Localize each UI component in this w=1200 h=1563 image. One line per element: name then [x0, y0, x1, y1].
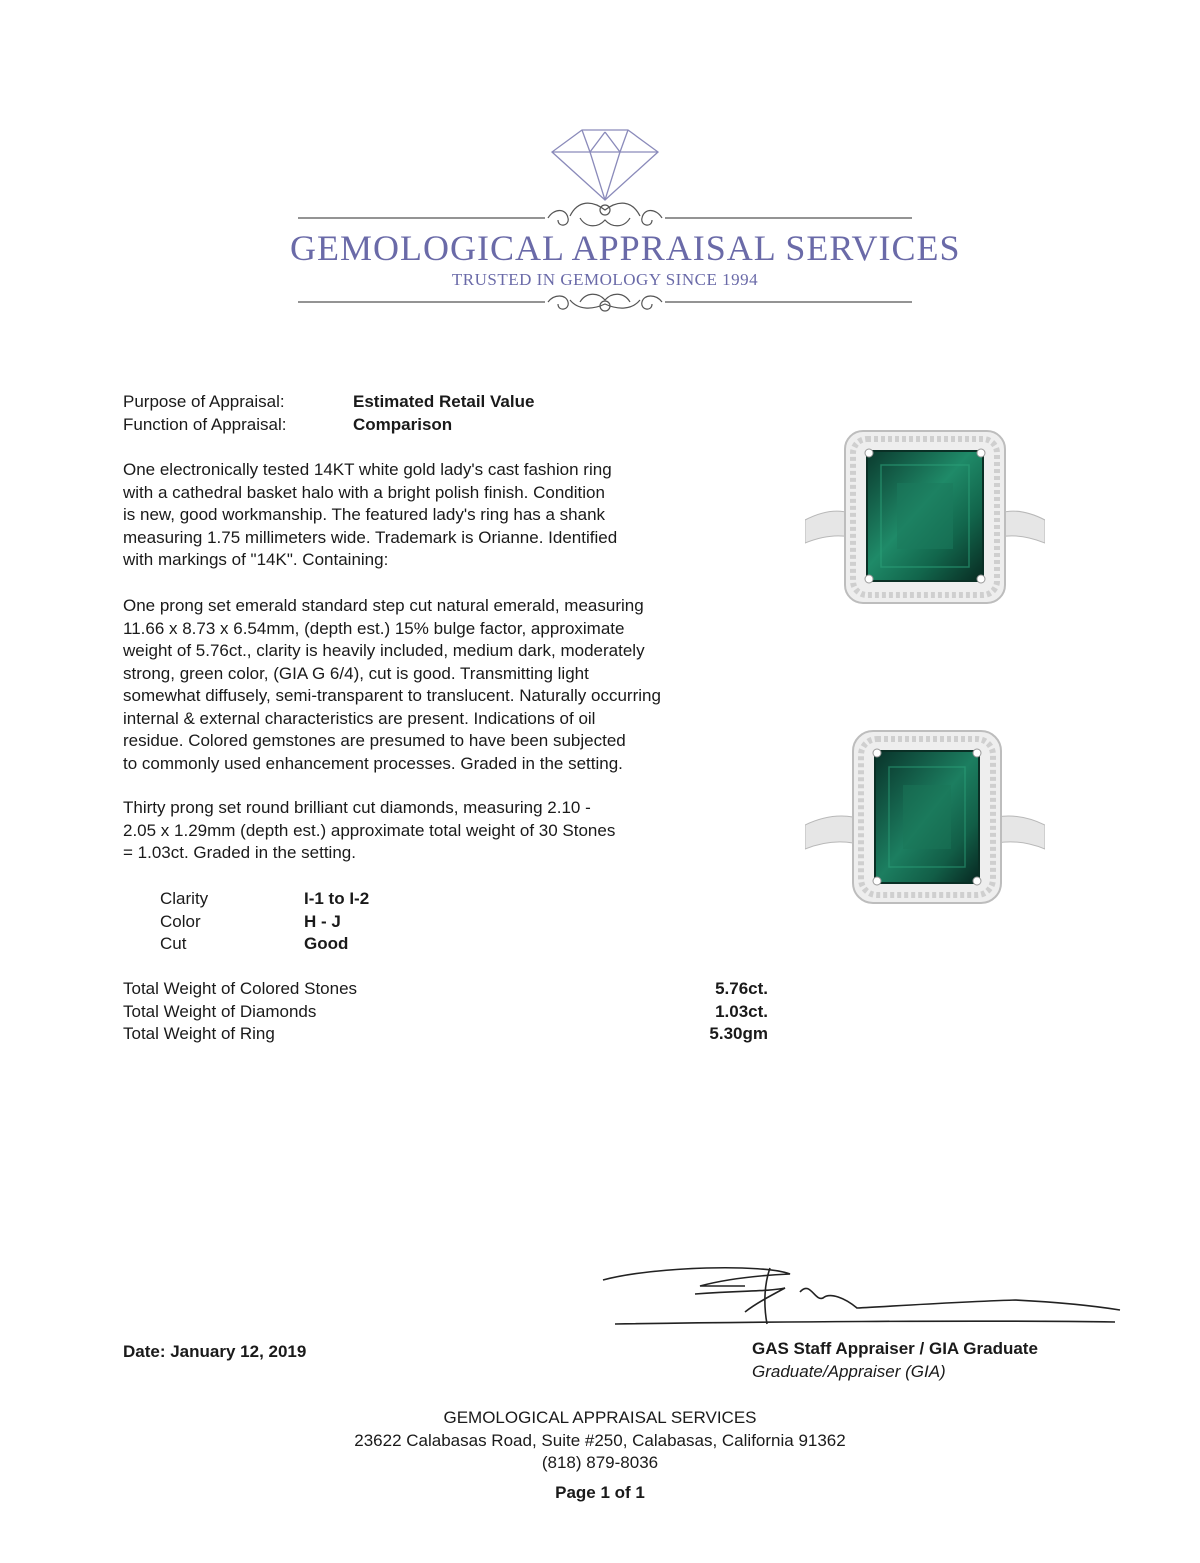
- footer-phone: (818) 879-8036: [541, 1453, 659, 1472]
- footer-address: 23622 Calabasas Road, Suite #250, Calabasas, California 91362: [354, 1431, 846, 1450]
- description-line: = 1.03ct. Graded in the setting.: [123, 843, 356, 862]
- brand-tagline: TRUSTED IN GEMOLOGY SINCE 1994: [451, 270, 759, 289]
- ring-description: [123, 459, 763, 572]
- purpose-value: Estimated Retail Value: [353, 392, 535, 411]
- function-value: Comparison: [353, 415, 453, 434]
- grade-value-clarity: I-1 to I-2: [304, 889, 370, 908]
- purpose-label: Purpose of Appraisal:: [123, 392, 285, 411]
- grade-value-cut: Good: [304, 934, 349, 953]
- diamond-icon: [552, 130, 658, 200]
- total-value-diamonds: 1.03ct.: [715, 1002, 768, 1021]
- total-label-diamonds: Total Weight of Diamonds: [123, 1002, 317, 1021]
- appraisal-date: Date: January 12, 2019: [123, 1342, 307, 1361]
- grade-label-clarity: Clarity: [160, 889, 209, 908]
- description-line: One prong set emerald standard step cut natural emerald, measuring: [123, 596, 644, 615]
- total-value-colored-stones: 5.76ct.: [715, 979, 768, 998]
- emerald-description: [123, 595, 763, 775]
- appraiser-subtitle: Graduate/Appraiser (GIA): [752, 1362, 946, 1381]
- footer-company: GEMOLOGICAL APPRAISAL SERVICES: [443, 1408, 757, 1427]
- description-line: residue. Colored gemstones are presumed to have been subjected: [123, 731, 626, 750]
- ring-photo-bottom: [805, 725, 1045, 910]
- grade-value-color: H - J: [304, 912, 341, 931]
- description-line: with markings of "14K". Containing:: [123, 550, 389, 569]
- description-line: Thirty prong set round brilliant cut diamonds, measuring 2.10 -: [123, 798, 591, 817]
- description-line: One electronically tested 14KT white gold lady's cast fashion ring: [123, 460, 612, 479]
- description-line: somewhat diffusely, semi-transparent to translucent. Naturally occurring: [123, 686, 661, 705]
- description-line: internal & external characteristics are present. Indications of oil: [123, 708, 596, 728]
- total-label-ring: Total Weight of Ring: [123, 1024, 275, 1043]
- function-label: Function of Appraisal:: [123, 415, 287, 434]
- description-line: 11.66 x 8.73 x 6.54mm, (depth est.) 15% bulge factor, approximate: [123, 618, 625, 638]
- top-ornament-divider: [298, 203, 912, 226]
- brand-logo: [290, 120, 961, 320]
- description-line: measuring 1.75 millimeters wide. Trademark is Orianne. Identified: [123, 527, 618, 547]
- description-line: to commonly used enhancement processes. Graded in the setting.: [123, 753, 623, 773]
- description-line: with a cathedral basket halo with a bright polish finish. Condition: [123, 482, 605, 502]
- description-line: weight of 5.76ct., clarity is heavily included, medium dark, moderately: [123, 641, 645, 660]
- appraiser-title: GAS Staff Appraiser / GIA Graduate: [752, 1339, 1038, 1358]
- diamond-description: [123, 797, 763, 865]
- description-line: strong, green color, (GIA G 6/4), cut is good. Transmitting light: [123, 663, 589, 683]
- description-line: is new, good workmanship. The featured lady's ring has a shank: [123, 505, 606, 524]
- total-label-colored-stones: Total Weight of Colored Stones: [123, 979, 358, 998]
- signature: [595, 1262, 1125, 1337]
- brand-name: GEMOLOGICAL APPRAISAL SERVICES: [290, 228, 961, 268]
- description-line: 2.05 x 1.29mm (depth est.) approximate total weight of 30 Stones: [123, 820, 616, 840]
- ring-photo-top: [805, 425, 1045, 610]
- bottom-ornament-divider: [298, 294, 912, 311]
- grade-label-color: Color: [160, 912, 201, 931]
- grade-label-cut: Cut: [160, 934, 187, 953]
- page-number: Page 1 of 1: [555, 1483, 645, 1502]
- total-value-ring: 5.30gm: [709, 1024, 768, 1043]
